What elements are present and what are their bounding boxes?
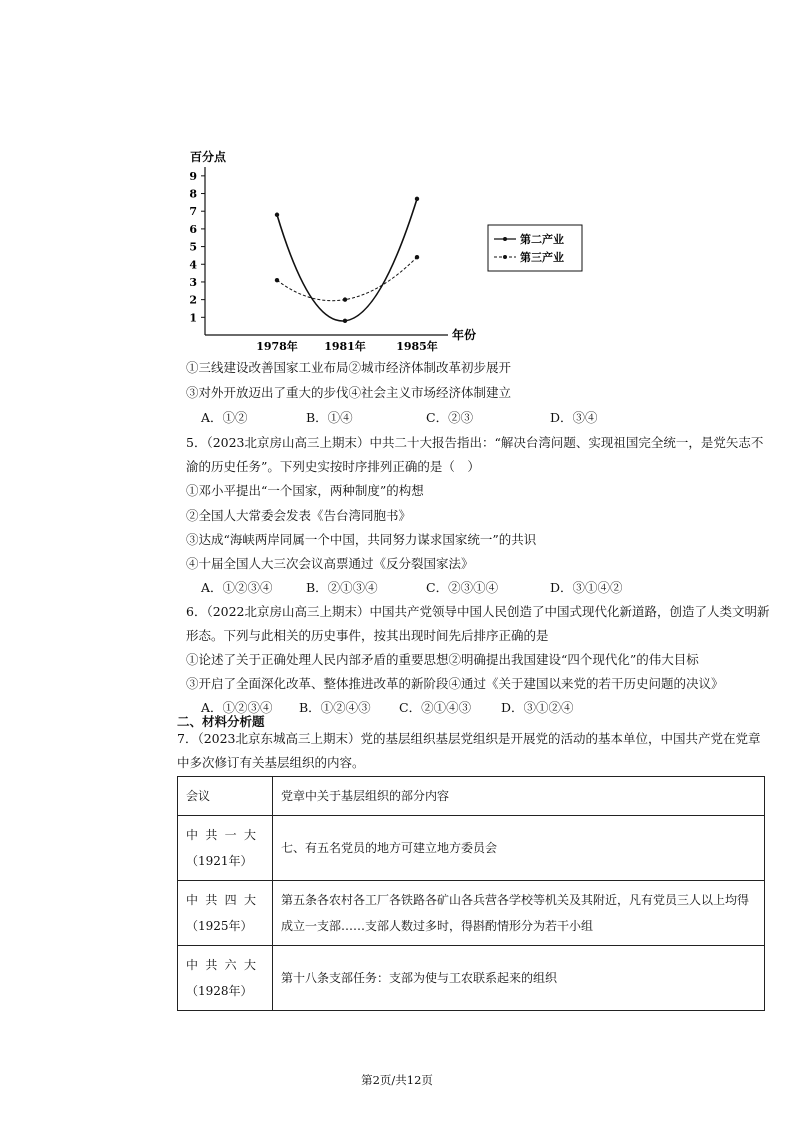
meeting-char: 共 (205, 828, 218, 842)
legend-label-tertiary: 第三产业 (520, 251, 564, 264)
data-point (275, 278, 279, 282)
meeting-char: 四 (224, 893, 237, 907)
q7-stem-line-1: 7．（2023北京东城高三上期末）党的基层组织基层党组织是开展党的活动的基本单位，中国共产党在党章 (177, 731, 761, 746)
q5-stem-line-2: 渝的历史任务”。下列史实按时序排列正确的是（ ） (186, 459, 480, 474)
y-tick-label: 9 (189, 169, 197, 183)
meeting-year: （1928年） (186, 984, 253, 998)
q6-option-a[interactable]: A．①②③④ (201, 700, 273, 715)
q6-statement-1: ①论述了关于正确处理人民内部矛盾的重要思想②明确提出我国建设“四个现代化”的伟大目标 (186, 652, 699, 667)
y-tick-label: 1 (189, 311, 197, 325)
q5-statement-4: ④十届全国人大三次会议高票通过《反分裂国家法》 (186, 556, 474, 571)
q4-statement-1: ①三线建设改善国家工业布局②城市经济体制改革初步展开 (186, 360, 512, 375)
q4-option-b[interactable]: B．①④ (306, 410, 353, 425)
q5-statement-2: ②全国人大常委会发表《告台湾同胞书》 (186, 508, 412, 523)
meeting-char: 大 (243, 893, 256, 907)
q6-statement-2: ③开启了全面深化改革、整体推进改革的新阶段④通过《关于建国以来党的若干历史问题的决议》 (186, 676, 724, 691)
table-row (178, 946, 765, 1011)
q6-option-c[interactable]: C．②①④③ (399, 700, 472, 715)
q5-stem-line-1: 5．（2023北京房山高三上期末）中共二十大报告指出：“解决台湾问题、实现祖国完全统一，是党矢志不 (186, 435, 764, 450)
q6-option-b[interactable]: B．①②④③ (299, 700, 371, 715)
series-line-secondary (277, 199, 417, 321)
page-footer: 第2页/共12页 (361, 1073, 433, 1087)
legend-label-secondary: 第二产业 (520, 233, 564, 246)
axis-ticks (189, 170, 437, 353)
data-point (343, 297, 347, 301)
meeting-cell (178, 816, 273, 881)
meeting-char: 大 (243, 828, 256, 842)
industry-growth-chart (180, 145, 600, 355)
meeting-char: 中 (186, 893, 199, 907)
x-tick-label: 1981年 (324, 340, 366, 353)
q5-option-a[interactable]: A．①②③④ (201, 580, 273, 595)
table-header-row (178, 777, 765, 816)
meeting-name (186, 822, 256, 848)
meeting-year: （1925年） (186, 919, 253, 933)
q4-statement-2: ③对外开放迈出了重大的步伐④社会主义市场经济体制建立 (186, 385, 512, 400)
y-tick-label: 3 (189, 275, 197, 289)
x-axis-label: 年份 (452, 328, 477, 342)
y-tick-label: 6 (189, 222, 197, 236)
q5-statement-1: ①邓小平提出“一个国家，两种制度”的构想 (186, 483, 424, 498)
data-point (415, 197, 419, 201)
q4-option-a[interactable]: A．①② (201, 410, 248, 425)
q6-stem-line-2: 形态。下列与此相关的历史事件，按其出现时间先后排序正确的是 (186, 628, 549, 643)
y-tick-label: 2 (189, 293, 197, 307)
chart-svg (180, 145, 600, 355)
q5-option-b[interactable]: B．②①③④ (306, 580, 378, 595)
q6-stem-line-1: 6．（2022北京房山高三上期末）中国共产党领导中国人民创造了中国式现代化新道路，创造了人类文明新 (186, 604, 770, 619)
section-heading: 二、材料分析题 (177, 714, 265, 729)
q7-stem-line-2: 中多次修订有关基层组织的内容。 (177, 755, 365, 770)
content-cell: 第十八条支部任务：支部为使与工农联系起来的组织 (273, 946, 765, 1011)
legend-dot-tertiary (503, 255, 507, 259)
meeting-year: （1921年） (186, 854, 253, 868)
table-header-content: 党章中关于基层组织的部分内容 (273, 777, 765, 816)
content-cell: 七、有五名党员的地方可建立地方委员会 (273, 816, 765, 881)
meeting-char: 共 (205, 958, 218, 972)
data-point (343, 319, 347, 323)
data-point (275, 213, 279, 217)
legend-box (488, 225, 582, 271)
x-tick-label: 1978年 (256, 340, 298, 353)
data-point (415, 255, 419, 259)
meeting-char: 一 (224, 828, 237, 842)
meeting-char: 共 (205, 893, 218, 907)
legend-dot-secondary (503, 237, 507, 241)
q5-option-c[interactable]: C．②③①④ (426, 580, 499, 595)
meeting-name (186, 887, 256, 913)
series-lines (275, 197, 419, 323)
meeting-char: 中 (186, 958, 199, 972)
q5-statement-3: ③达成“海峡两岸同属一个中国，共同努力谋求国家统一”的共识 (186, 532, 537, 547)
content-cell: 第五条各农村各工厂各铁路各矿山各兵营各学校等机关及其附近，凡有党员三人以上均得成立一支部……支部人数过多时，得斟酌情形分为若干小组 (273, 881, 765, 946)
party-constitution-table (177, 776, 765, 1011)
y-axis-label: 百分点 (190, 150, 227, 164)
meeting-cell (178, 881, 273, 946)
table-row (178, 816, 765, 881)
y-tick-label: 4 (189, 258, 197, 272)
meeting-cell (178, 946, 273, 1011)
meeting-char: 大 (243, 958, 256, 972)
series-line-tertiary (277, 257, 417, 301)
y-tick-label: 7 (189, 205, 197, 219)
q4-option-c[interactable]: C．②③ (426, 410, 474, 425)
meeting-name (186, 952, 256, 978)
meeting-char: 六 (224, 958, 237, 972)
table-row (178, 881, 765, 946)
q5-option-d[interactable]: D．③①④② (550, 580, 623, 595)
y-tick-label: 5 (189, 240, 197, 254)
q6-option-d[interactable]: D．③①②④ (501, 700, 574, 715)
y-tick-label: 8 (189, 187, 197, 201)
meeting-char: 中 (186, 828, 199, 842)
q4-option-d[interactable]: D．③④ (550, 410, 598, 425)
legend (488, 225, 582, 271)
table-header-meeting: 会议 (178, 777, 273, 816)
x-tick-label: 1985年 (396, 340, 438, 353)
